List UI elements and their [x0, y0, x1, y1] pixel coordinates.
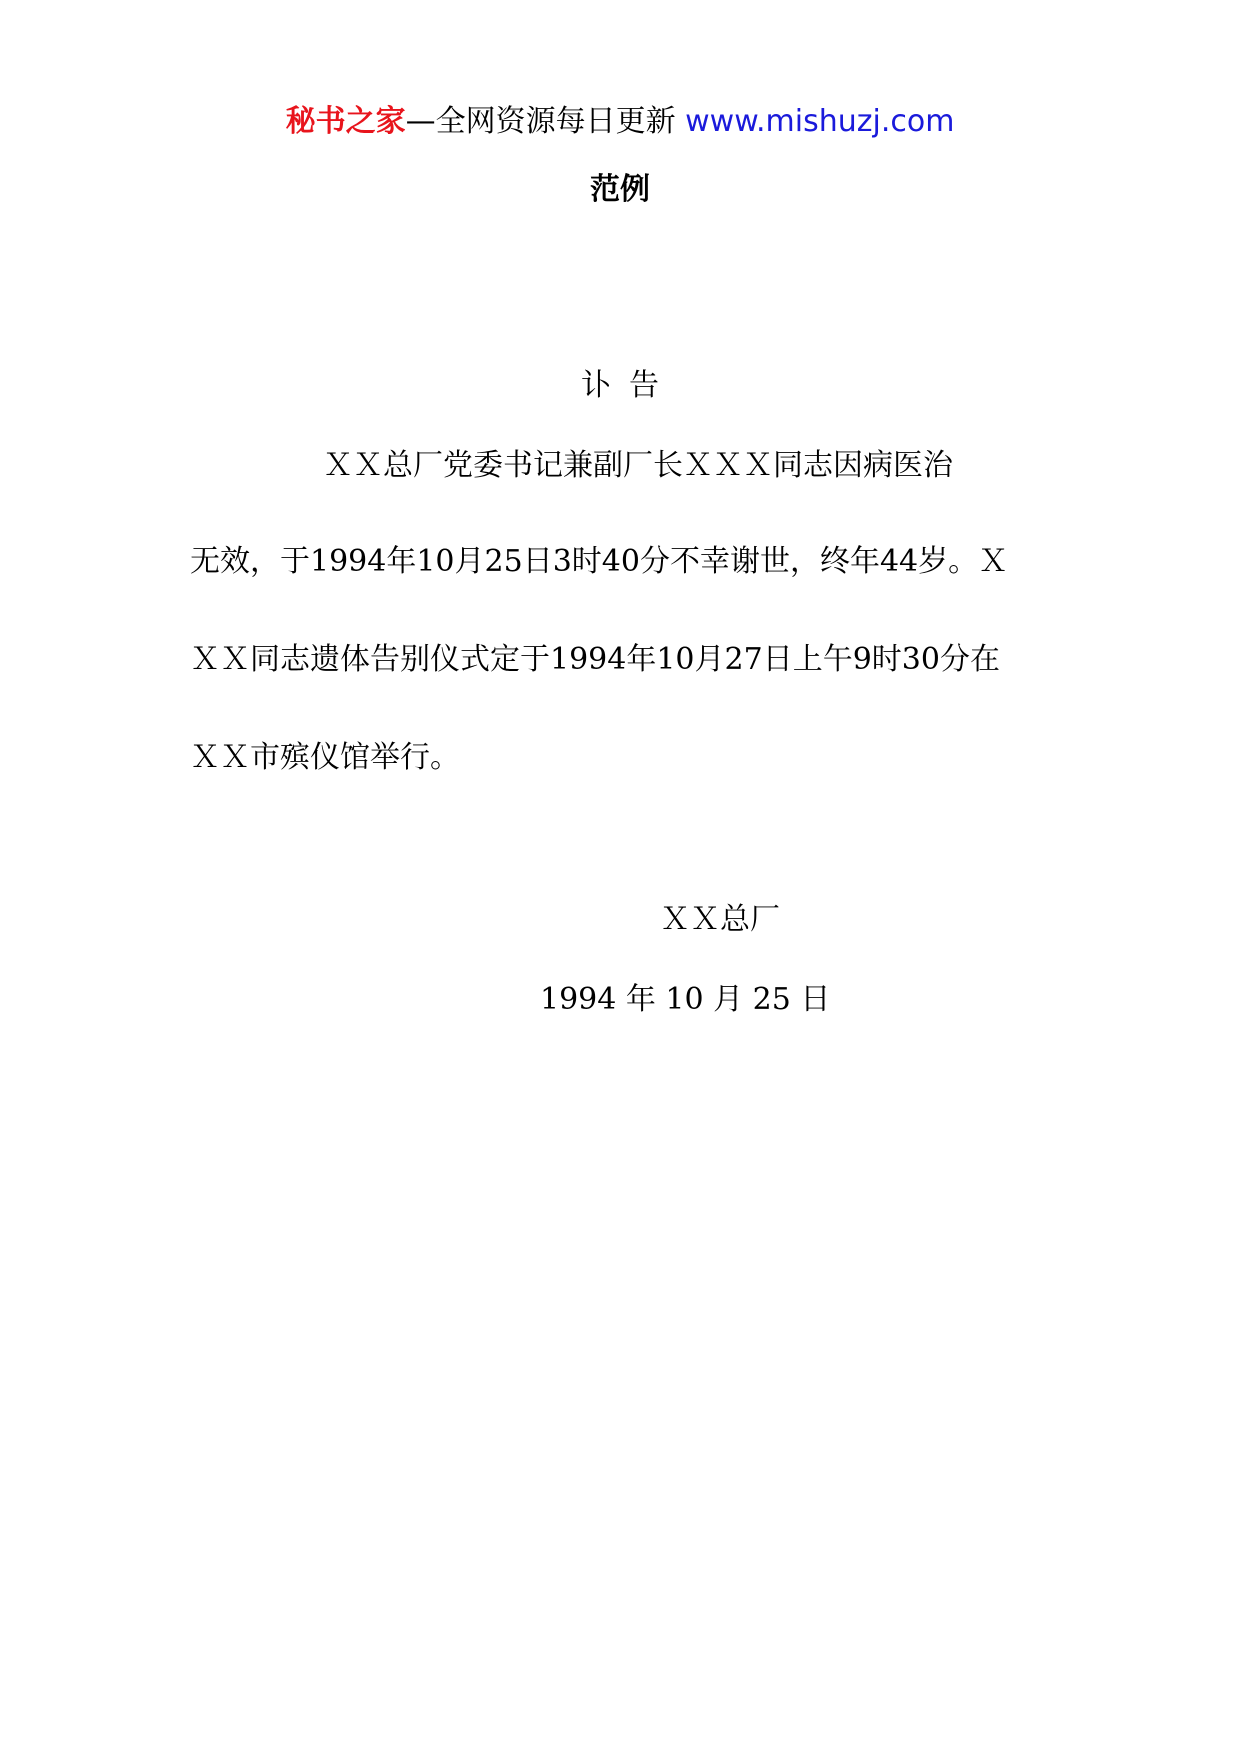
site-url-link[interactable]: www.mishuzj.com: [685, 104, 955, 139]
document-label: 范例: [590, 172, 650, 207]
site-name: 秘书之家: [285, 104, 406, 139]
notice-body-line: ＸＸ市殡仪馆举行。: [190, 740, 460, 775]
site-tagline: —全网资源每日更新: [405, 104, 686, 139]
site-header: [0, 100, 1240, 144]
notice-signature: ＸＸ总厂: [660, 902, 780, 937]
notice-body-line: ＸＸ总厂党委书记兼副厂长ＸＸＸ同志因病医治: [323, 448, 953, 483]
notice-date: 1994 年 10 月 25 日: [540, 982, 831, 1017]
notice-title: 讣告: [581, 368, 677, 403]
notice-body-line: ＸＸ同志遗体告别仪式定于1994年10月27日上午9时30分在: [190, 642, 1000, 677]
notice-body-line: 无效，于1994年10月25日3时40分不幸谢世，终年44岁。Ｘ: [190, 544, 1009, 579]
